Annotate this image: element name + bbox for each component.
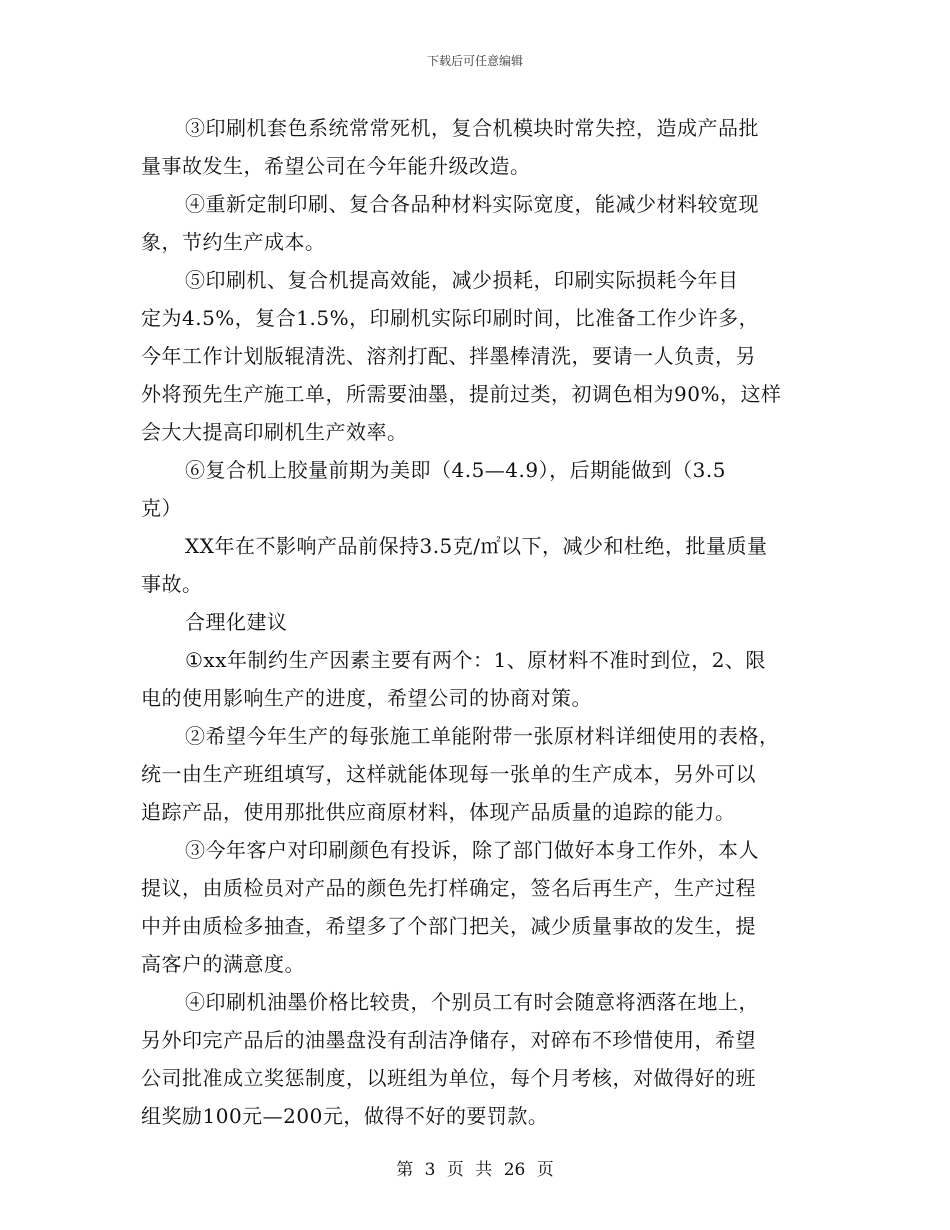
text-line: 组奖励100元—200元，做得不好的要罚款。 bbox=[141, 1104, 549, 1128]
text-line: 克） bbox=[141, 496, 182, 520]
text-line: ⑤印刷机、复合机提高效能，减少损耗，印刷实际损耗今年目 bbox=[185, 268, 739, 292]
text-line: 提议，由质检员对产品的颜色先打样确定，签名后再生产，生产过程 bbox=[141, 876, 756, 900]
document-body bbox=[141, 109, 816, 1135]
text-line: 统一由生产班组填写，这样就能体现每一张单的生产成本，另外可以 bbox=[141, 762, 756, 786]
text-line: 外将预先生产施工单，所需要油墨，提前过类，初调色相为90%，这样 bbox=[141, 382, 782, 406]
text-line: 象，节约生产成本。 bbox=[141, 230, 326, 254]
text-line: 高客户的满意度。 bbox=[141, 952, 305, 976]
text-line: 今年工作计划版辊清洗、溶剂打配、拌墨棒清洗，要请一人负责，另 bbox=[141, 344, 756, 368]
text-line: ①xx年制约生产因素主要有两个：1、原材料不准时到位，2、限 bbox=[185, 648, 766, 672]
text-line: ④重新定制印刷、复合各品种材料实际宽度，能减少材料较宽现 bbox=[185, 192, 759, 216]
text-line: XX年在不影响产品前保持3.5克/㎡以下，减少和杜绝，批量质量 bbox=[185, 534, 768, 558]
text-line: 合理化建议 bbox=[185, 610, 288, 634]
text-line: 事故。 bbox=[141, 572, 203, 596]
text-line: ③今年客户对印刷颜色有投诉，除了部门做好本身工作外，本人 bbox=[185, 838, 759, 862]
text-line: ④印刷机油墨价格比较贵，个别员工有时会随意将洒落在地上， bbox=[185, 990, 759, 1014]
page-header: 下载后可任意编辑 bbox=[426, 54, 523, 68]
text-line: 公司批准成立奖惩制度，以班组为单位，每个月考核，对做得好的班 bbox=[141, 1066, 756, 1090]
text-line: 会大大提高印刷机生产效率。 bbox=[141, 420, 408, 444]
text-line: 电的使用影响生产的进度，希望公司的协商对策。 bbox=[141, 686, 592, 710]
text-line: ⑥复合机上胶量前期为美即（4.5—4.9），后期能做到（3.5 bbox=[185, 458, 726, 482]
text-line: ③印刷机套色系统常常死机，复合机模块时常失控，造成产品批 bbox=[185, 116, 759, 140]
text-line: 中并由质检多抽查，希望多了个部门把关，减少质量事故的发生，提 bbox=[141, 914, 756, 938]
page-footer: 第 3 页 共 26 页 bbox=[396, 1160, 554, 1180]
text-line: 另外印完产品后的油墨盘没有刮洁净储存，对碎布不珍惜使用，希望 bbox=[141, 1028, 756, 1052]
text-line: 量事故发生，希望公司在今年能升级改造。 bbox=[141, 154, 531, 178]
text-line: 追踪产品，使用那批供应商原材料，体现产品质量的追踪的能力。 bbox=[141, 800, 736, 824]
text-line: ②希望今年生产的每张施工单能附带一张原材料详细使用的表格， bbox=[185, 724, 780, 748]
text-line: 定为4.5%，复合1.5%，印刷机实际印刷时间，比准备工作少许多， bbox=[141, 306, 760, 330]
